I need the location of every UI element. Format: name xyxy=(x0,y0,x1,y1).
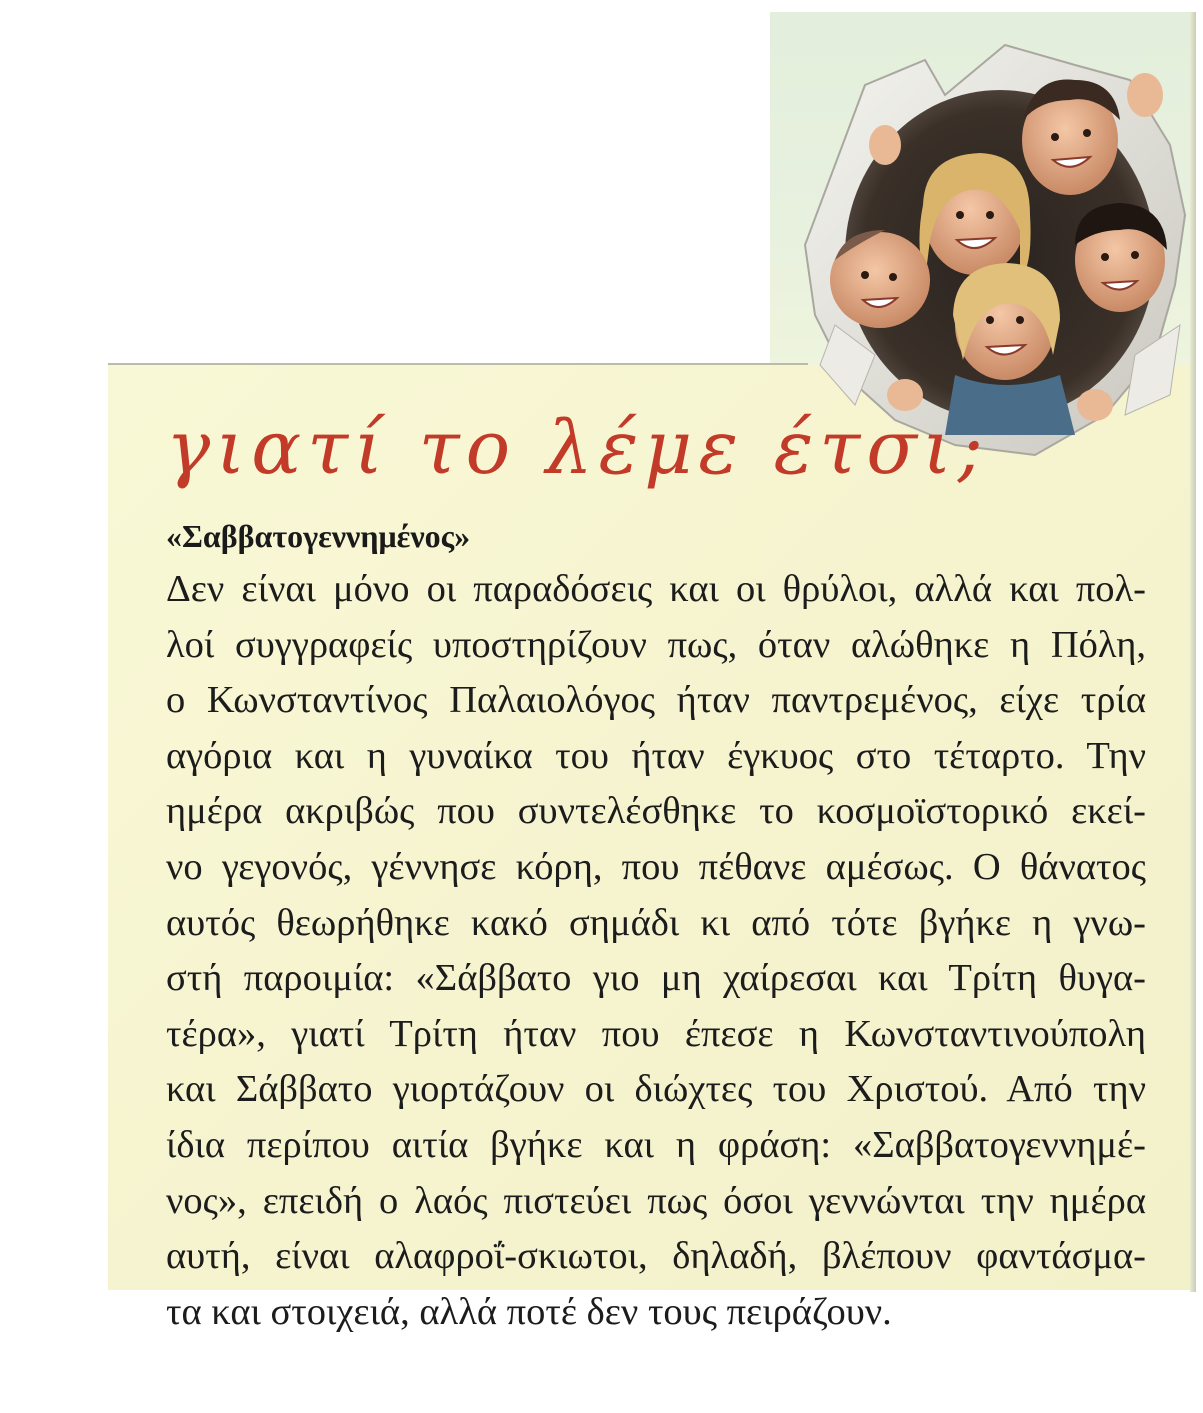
body-line: νος», επειδή ο λαός πιστεύει πως όσοι γεννώνται την ημέρα xyxy=(166,1179,1146,1222)
body-line: και Σάββατο γιορτάζουν οι διώχτες του Χριστού. Από την xyxy=(166,1068,1146,1111)
body-line: ο Κωνσταντίνος Παλαιολόγος ήταν παντρεμένος, είχε τρία xyxy=(166,679,1146,722)
body-line: ίδια περίπου αιτία βγήκε και η φράση: «Σαββατογεννημέ- xyxy=(166,1123,1146,1166)
body-line: λοί συγγραφείς υποστηρίζουν πως, όταν αλώθηκε η Πόλη, xyxy=(166,623,1146,666)
article-body xyxy=(166,562,1146,1340)
body-line: αυτή, είναι αλαφροΐ-σκιωτοι, δηλαδή, βλέπουν φαντάσμα- xyxy=(166,1235,1146,1278)
body-line: ημέρα ακριβώς που συντελέσθηκε το κοσμοϊστορικό εκεί- xyxy=(166,790,1146,833)
body-line: αυτός θεωρήθηκε κακό σημάδι κι από τότε βγήκε η γνω- xyxy=(166,901,1146,944)
body-line: νο γεγονός, γέννησε κόρη, που πέθανε αμέσως. Ο θάνατος xyxy=(166,845,1146,888)
body-line: αγόρια και η γυναίκα του ήταν έγκυος στο τέταρτο. Την xyxy=(166,734,1146,777)
group-photo xyxy=(775,25,1195,465)
body-line: τέρα», γιατί Τρίτη ήταν που έπεσε η Κωνσταντινούπολη xyxy=(166,1012,1146,1055)
article-title: γιατί το λέμε έτσι; xyxy=(166,405,989,491)
body-line: τα και στοιχειά, αλλά ποτέ δεν τους πειράζουν. xyxy=(166,1290,892,1333)
body-line: Δεν είναι μόνο οι παραδόσεις και οι θρύλοι, αλλά και πολ- xyxy=(166,568,1146,610)
body-line: στή παροιμία: «Σάββατο γιο μη χαίρεσαι και Τρίτη θυγα- xyxy=(166,957,1146,1000)
article-subtitle: «Σαββατογεννημένος» xyxy=(166,518,471,554)
